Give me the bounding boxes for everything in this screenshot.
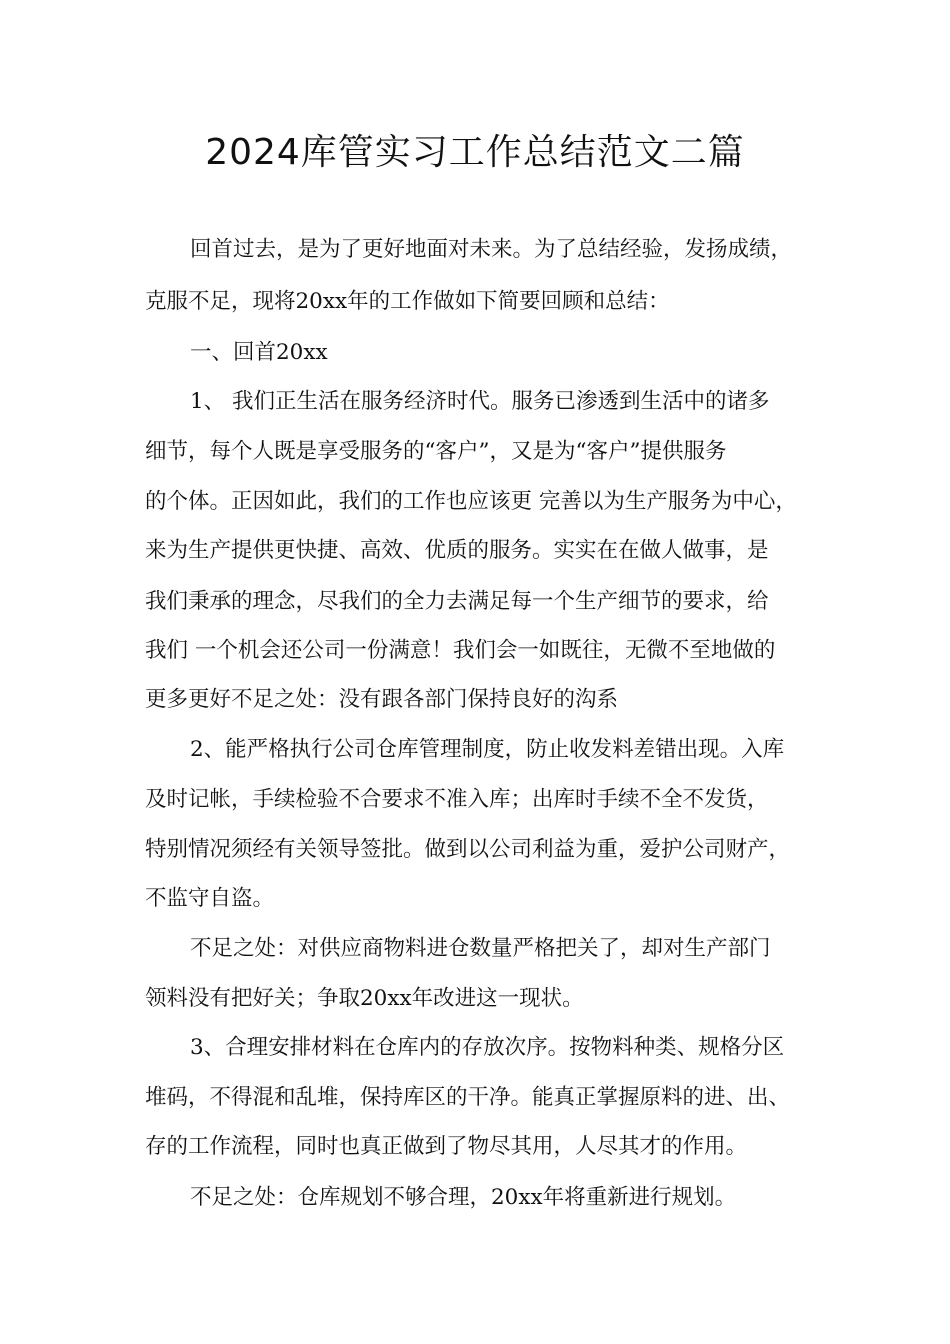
paragraph-line: 我们 一个机会还公司一份满意！我们会一如既往，无微不至地做的 — [145, 638, 776, 663]
paragraph-line: 更多更好不足之处：没有跟各部门保持良好的沟系 — [145, 687, 619, 712]
paragraph-line: 及时记帐，手续检验不合要求不准入库；出库时手续不全不发货， — [145, 787, 769, 812]
paragraph-line: 回首过去，是为了更好地面对未来。为了总结经验，发扬成绩， — [190, 237, 793, 262]
document-title: 2024库管实习工作总结范文二篇 — [205, 132, 745, 173]
section-heading: 一、回首20xx — [190, 340, 328, 365]
paragraph-line: 细节，每个人既是享受服务的“客户”，又是为“客户”提供服务 — [145, 439, 727, 464]
paragraph-line: 来为生产提供更快捷、高效、优质的服务。实实在在做人做事，是 — [145, 538, 769, 563]
paragraph-line: 1、 我们正生活在服务经济时代。服务已渗透到生活中的诸多 — [190, 389, 770, 414]
paragraph-line: 领料没有把好关；争取20xx年改进这一现状。 — [145, 986, 584, 1011]
paragraph-line: 存的工作流程，同时也真正做到了物尽其用，人尽其才的作用。 — [145, 1134, 748, 1159]
paragraph-line: 的个体。正因如此，我们的工作也应该更 完善以为生产服务为中心， — [145, 489, 797, 514]
paragraph-line: 特别情况须经有关领导签批。做到以公司利益为重，爱护公司财产， — [145, 837, 791, 862]
paragraph-line: 不监守自盗。 — [145, 886, 275, 911]
paragraph-line: 堆码，不得混和乱堆，保持库区的干净。能真正掌握原料的进、出、 — [145, 1085, 791, 1110]
paragraph-line: 我们秉承的理念，尽我们的全力去满足每一个生产细节的要求，给 — [145, 589, 769, 614]
paragraph-line: 2、能严格执行公司仓库管理制度，防止收发料差错出现。入库 — [190, 737, 785, 762]
paragraph-line: 不足之处：仓库规划不够合理，20xx年将重新进行规划。 — [190, 1185, 737, 1210]
paragraph-line: 3、合理安排材料在仓库内的存放次序。按物料种类、规格分区 — [190, 1035, 785, 1060]
paragraph-line: 克服不足，现将20xx年的工作做如下简要回顾和总结： — [145, 289, 670, 314]
paragraph-line: 不足之处：对供应商物料进仓数量严格把关了，却对生产部门 — [190, 936, 771, 961]
